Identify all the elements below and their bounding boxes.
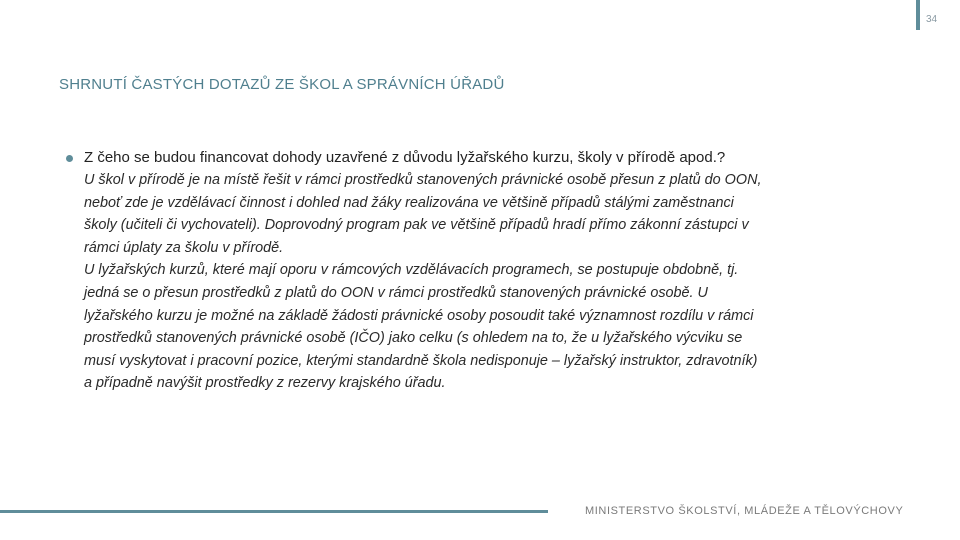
content-area: [64, 146, 904, 395]
answer-block: [84, 169, 904, 395]
answer-line: U škol v přírodě je na místě řešit v rámci prostředků stanovených právnické osobě přesun z platů do OON,: [84, 172, 762, 188]
answer-line: musí vyskytovat i pracovní pozice, kterými standardně škola nedisponuje – lyžařský instruktor, zdravotník): [84, 352, 758, 369]
question-text: Z čeho se budou financovat dohody uzavřené z důvodu lyžařského kurzu, školy v přírodě apod.?: [84, 149, 726, 166]
answer-line: U lyžařských kurzů, které mají oporu v rámcových vzdělávacích programech, se postupuje obdobně, tj.: [84, 262, 739, 279]
page-number: 34: [926, 14, 938, 25]
ministry-logo-text: MINISTERSTVO ŠKOLSTVÍ, MLÁDEŽE A TĚLOVÝCHOVY: [585, 505, 904, 517]
answer-line: a případně navýšit prostředky z rezervy krajského úřadu.: [84, 375, 446, 392]
answer-line: lyžařského kurzu je možné na základě žádosti právnické osoby posoudit také významnost rozdílu v rámci: [84, 307, 754, 324]
bullet-dot-icon: [66, 155, 73, 162]
answer-line: rámci úplaty za školu v přírodě.: [84, 239, 284, 256]
footer-rule: [0, 510, 548, 513]
answer-line: jedná se o přesun prostředků z platů do OON v rámci prostředků stanovených právnické osobě. U: [84, 284, 708, 301]
bullet-item: [64, 146, 904, 395]
top-accent-rule: [916, 0, 920, 30]
slide-title: SHRNUTÍ ČASTÝCH DOTAZŮ ZE ŠKOL A SPRÁVNÍCH ÚŘADŮ: [59, 76, 505, 93]
answer-line: prostředků stanovených právnické osobě (IČO) jako celku (s ohledem na to, že u lyžařského výcviku se: [84, 330, 743, 347]
answer-line: školy (učiteli či vychovateli). Doprovodný program pak ve většině případů hradí přímo zákonní zástupci v: [84, 217, 749, 234]
answer-line: neboť zde je vzdělávací činnost i dohled nad žáky realizována ve většině případů stálými zaměstnanci: [84, 194, 734, 211]
